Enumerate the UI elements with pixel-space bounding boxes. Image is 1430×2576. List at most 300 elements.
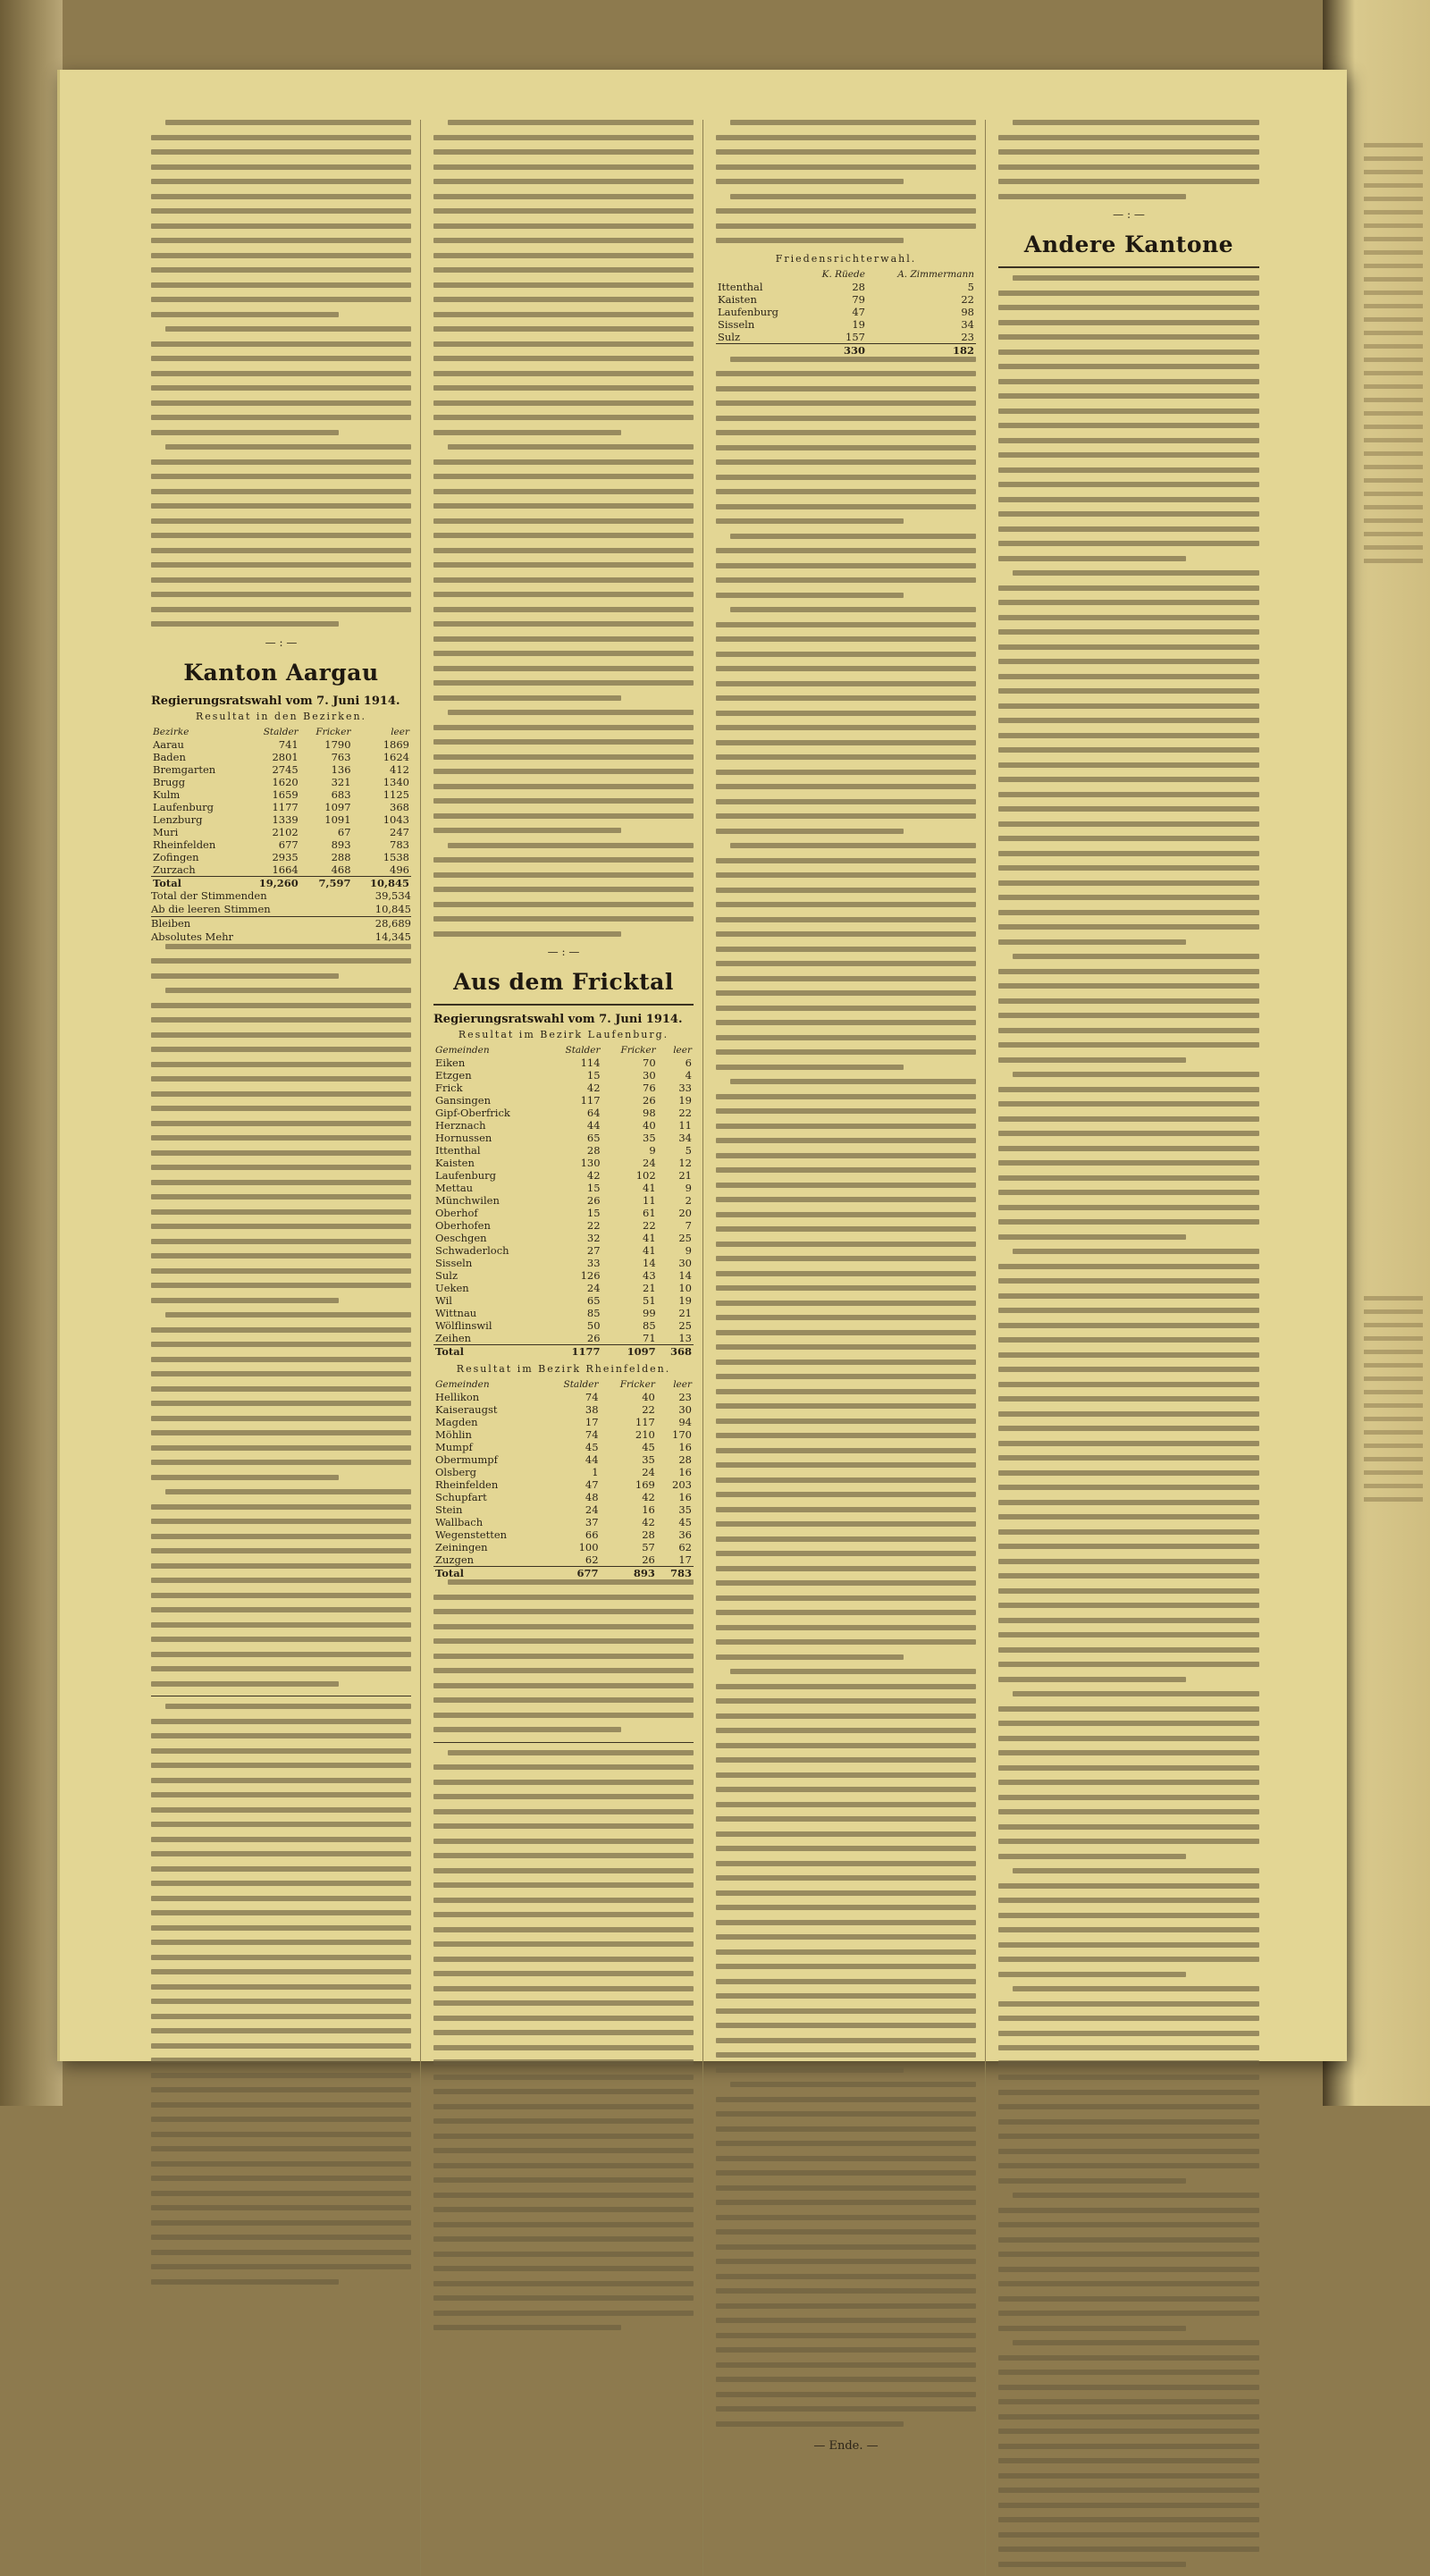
text-line bbox=[433, 754, 694, 760]
text-line bbox=[151, 1807, 411, 1813]
text-line bbox=[151, 2117, 411, 2122]
table-row bbox=[433, 1428, 694, 1441]
vote-count: 7 bbox=[685, 1219, 692, 1232]
summary-value: 28,689 bbox=[374, 916, 411, 930]
row-label: Mumpf bbox=[435, 1441, 473, 1453]
text-line bbox=[433, 1912, 694, 1917]
table-row bbox=[433, 1182, 694, 1194]
text-line bbox=[433, 1986, 694, 1991]
aargau-summary bbox=[151, 889, 411, 944]
vote-count: 9 bbox=[685, 1244, 692, 1257]
table-row bbox=[433, 1553, 694, 1567]
text-line bbox=[1013, 1868, 1259, 1873]
text-line bbox=[433, 267, 694, 273]
vote-count: 35 bbox=[643, 1132, 656, 1144]
text-line bbox=[998, 1337, 1259, 1343]
vote-count: 169 bbox=[635, 1478, 655, 1491]
text-block bbox=[151, 1312, 411, 1480]
row-label: Lenzburg bbox=[153, 812, 203, 826]
vote-count: 19 bbox=[678, 1094, 692, 1107]
total-row bbox=[433, 1345, 694, 1359]
text-line bbox=[165, 444, 411, 450]
text-line bbox=[151, 208, 411, 214]
text-line bbox=[151, 2102, 411, 2108]
text-line bbox=[433, 179, 694, 184]
text-line bbox=[1013, 1072, 1259, 1077]
vote-count: 2 bbox=[685, 1194, 692, 1207]
total-label: Total bbox=[433, 1345, 547, 1359]
text-line bbox=[998, 2517, 1259, 2522]
table-row bbox=[433, 1069, 694, 1082]
text-line bbox=[998, 1632, 1259, 1637]
table-row bbox=[716, 331, 976, 344]
text-line bbox=[730, 357, 976, 362]
text-line bbox=[998, 1278, 1259, 1284]
row-label: Wittnau bbox=[435, 1307, 477, 1319]
vote-count: 9 bbox=[649, 1144, 656, 1157]
vote-count: 19 bbox=[852, 317, 865, 331]
text-line bbox=[716, 504, 976, 509]
row-label: Sulz bbox=[718, 330, 741, 343]
text-line bbox=[998, 541, 1259, 546]
text-line bbox=[151, 1327, 411, 1333]
table-row bbox=[433, 1319, 694, 1332]
text-line bbox=[151, 1003, 411, 1008]
text-line bbox=[998, 2119, 1259, 2125]
summary-row bbox=[151, 889, 411, 903]
text-line bbox=[151, 1062, 411, 1067]
text-line bbox=[998, 2267, 1259, 2272]
text-line bbox=[998, 1500, 1259, 1505]
text-line bbox=[998, 467, 1259, 473]
text-line bbox=[998, 1234, 1186, 1240]
text-line bbox=[151, 2028, 411, 2033]
vote-count: 1339 bbox=[272, 812, 299, 826]
text-line bbox=[716, 149, 976, 155]
text-line bbox=[998, 1839, 1259, 1844]
text-line bbox=[998, 2237, 1259, 2243]
text-line bbox=[730, 843, 976, 848]
text-line bbox=[998, 688, 1259, 694]
column-header: Stalder bbox=[563, 1379, 599, 1390]
text-line bbox=[998, 2163, 1259, 2168]
table-row bbox=[716, 293, 976, 306]
text-line bbox=[151, 1984, 411, 1990]
vote-count: 42 bbox=[642, 1491, 655, 1503]
text-line bbox=[998, 1160, 1259, 1166]
column-3 bbox=[716, 120, 986, 2576]
text-line bbox=[151, 1593, 411, 1598]
total-count: 893 bbox=[601, 1567, 657, 1580]
text-line bbox=[151, 371, 411, 376]
summary-value: 39,534 bbox=[374, 888, 411, 902]
text-line bbox=[716, 1094, 976, 1099]
text-line bbox=[151, 1519, 411, 1524]
text-line bbox=[151, 1851, 411, 1856]
text-line bbox=[998, 1957, 1259, 1962]
text-line bbox=[433, 680, 694, 686]
text-line bbox=[998, 1441, 1259, 1446]
section-separator: — : — bbox=[547, 946, 580, 958]
vote-count: 21 bbox=[678, 1169, 692, 1182]
text-line bbox=[998, 2016, 1259, 2021]
text-line bbox=[433, 2148, 694, 2153]
text-line bbox=[998, 179, 1259, 184]
vote-count: 17 bbox=[678, 1553, 692, 1566]
text-line bbox=[433, 2089, 694, 2094]
text-line bbox=[998, 1795, 1259, 1800]
column-header: Bezirke bbox=[153, 726, 189, 737]
laufenburg-vote-subhead: Regierungsratswahl vom 7. Juni 1914. bbox=[433, 1013, 683, 1026]
text-line bbox=[716, 2126, 976, 2132]
vote-count: 22 bbox=[678, 1107, 692, 1119]
vote-count: 27 bbox=[586, 1244, 601, 1257]
text-line bbox=[151, 533, 411, 538]
table-row bbox=[433, 1082, 694, 1094]
text-line bbox=[151, 1881, 411, 1886]
vote-count: 22 bbox=[961, 292, 974, 306]
text-line bbox=[716, 1006, 976, 1011]
text-line bbox=[998, 865, 1259, 871]
vote-count: 42 bbox=[586, 1169, 601, 1182]
row-label: Sulz bbox=[435, 1269, 458, 1282]
text-line bbox=[151, 518, 411, 524]
text-line bbox=[151, 430, 339, 435]
text-line bbox=[998, 1396, 1259, 1402]
vote-count: 45 bbox=[678, 1516, 692, 1528]
text-line bbox=[151, 592, 411, 597]
vote-count: 32 bbox=[586, 1232, 601, 1244]
text-line bbox=[998, 1854, 1186, 1859]
row-label: Kaisten bbox=[718, 292, 757, 306]
text-line bbox=[716, 813, 976, 819]
total-count: 182 bbox=[867, 343, 976, 357]
total-row bbox=[151, 876, 411, 889]
text-line bbox=[716, 947, 976, 952]
vote-count: 34 bbox=[961, 317, 974, 331]
text-line bbox=[998, 2414, 1259, 2420]
text-line bbox=[433, 872, 694, 878]
vote-count: 1664 bbox=[272, 863, 299, 876]
text-line bbox=[716, 400, 976, 406]
table-row bbox=[151, 738, 411, 751]
vote-count: 117 bbox=[635, 1416, 655, 1428]
text-line bbox=[433, 2295, 694, 2301]
vote-count: 368 bbox=[390, 800, 409, 813]
text-line bbox=[151, 1445, 411, 1451]
table-row bbox=[151, 851, 411, 863]
table-header-row bbox=[433, 1378, 694, 1391]
row-label: Ittenthal bbox=[435, 1144, 481, 1157]
row-label: Eiken bbox=[435, 1056, 466, 1069]
text-line bbox=[998, 1573, 1259, 1578]
text-line bbox=[433, 282, 694, 288]
vote-count: 23 bbox=[961, 330, 974, 343]
text-line bbox=[433, 1638, 694, 1644]
column-1 bbox=[151, 120, 421, 2576]
vote-count: 44 bbox=[586, 1119, 601, 1132]
vote-count: 37 bbox=[585, 1516, 599, 1528]
row-label: Kaisten bbox=[435, 1157, 475, 1169]
text-line bbox=[998, 1750, 1259, 1755]
vote-count: 47 bbox=[585, 1478, 599, 1491]
text-line bbox=[998, 2503, 1259, 2508]
text-block bbox=[998, 1868, 1259, 1977]
total-count: 783 bbox=[657, 1567, 694, 1580]
text-line bbox=[998, 379, 1259, 384]
text-block bbox=[151, 444, 411, 627]
table-row bbox=[433, 1453, 694, 1466]
vote-count: 79 bbox=[852, 292, 865, 306]
text-line bbox=[998, 1942, 1259, 1948]
text-line bbox=[151, 1940, 411, 1945]
text-line bbox=[433, 415, 694, 420]
text-line bbox=[433, 2045, 694, 2050]
table-row bbox=[433, 1391, 694, 1403]
text-line bbox=[433, 2236, 694, 2242]
aargau-results-caption: Resultat in den Bezirken. bbox=[195, 710, 367, 722]
text-line bbox=[716, 754, 976, 760]
table-row bbox=[433, 1119, 694, 1132]
text-line bbox=[448, 1579, 694, 1585]
text-line bbox=[433, 2163, 694, 2168]
text-block bbox=[998, 275, 1259, 561]
table-row bbox=[433, 1332, 694, 1345]
table-row bbox=[433, 1132, 694, 1144]
vote-count: 33 bbox=[678, 1082, 692, 1094]
text-line bbox=[151, 2014, 411, 2019]
text-line bbox=[151, 1652, 411, 1657]
text-line bbox=[716, 1212, 976, 1217]
text-line bbox=[998, 1426, 1259, 1431]
row-label: Zeiningen bbox=[435, 1541, 488, 1553]
text-line bbox=[998, 497, 1259, 502]
text-line bbox=[716, 563, 976, 568]
text-line bbox=[998, 1972, 1186, 1977]
text-line bbox=[151, 400, 411, 406]
text-line bbox=[716, 2097, 976, 2102]
text-line bbox=[433, 194, 694, 199]
text-line bbox=[716, 1802, 976, 1807]
text-block bbox=[998, 570, 1259, 945]
text-line bbox=[998, 364, 1259, 369]
text-line bbox=[998, 1706, 1259, 1712]
table-row bbox=[433, 1294, 694, 1307]
text-line bbox=[1013, 1986, 1259, 1991]
vote-count: 36 bbox=[678, 1528, 692, 1541]
text-line bbox=[151, 1896, 411, 1901]
text-line bbox=[433, 2207, 694, 2212]
text-line bbox=[716, 1949, 976, 1955]
vote-count: 35 bbox=[642, 1453, 655, 1466]
text-line bbox=[433, 784, 694, 789]
table-row bbox=[433, 1516, 694, 1528]
text-line bbox=[433, 1727, 621, 1732]
text-block bbox=[998, 1986, 1259, 2184]
text-line bbox=[433, 149, 694, 155]
text-line bbox=[151, 253, 411, 258]
text-block bbox=[716, 120, 976, 184]
row-label: Gipf-Oberfrick bbox=[435, 1107, 510, 1119]
article-end-mark: — Ende. — bbox=[813, 2438, 879, 2453]
table-row bbox=[433, 1541, 694, 1553]
text-block bbox=[151, 988, 411, 1303]
text-line bbox=[998, 2060, 1259, 2066]
text-line bbox=[730, 2082, 976, 2087]
text-line bbox=[998, 2149, 1259, 2154]
total-label bbox=[716, 343, 803, 357]
text-line bbox=[151, 1239, 411, 1244]
text-line bbox=[1013, 2193, 1259, 2198]
vote-count: 1790 bbox=[324, 737, 351, 751]
text-line bbox=[716, 784, 976, 789]
vote-count: 17 bbox=[585, 1416, 599, 1428]
table-row bbox=[151, 751, 411, 763]
text-line bbox=[716, 1713, 976, 1719]
text-line bbox=[998, 1323, 1259, 1328]
text-line bbox=[433, 1794, 694, 1799]
text-line bbox=[998, 2370, 1259, 2375]
text-line bbox=[433, 916, 694, 922]
text-line bbox=[716, 1905, 976, 1910]
text-line bbox=[1013, 2340, 1259, 2345]
text-line bbox=[1013, 570, 1259, 576]
text-line bbox=[716, 2200, 976, 2205]
text-line bbox=[165, 1489, 411, 1494]
text-line bbox=[151, 2279, 339, 2285]
heading-fricktal: Aus dem Fricktal bbox=[453, 969, 674, 995]
text-line bbox=[433, 1764, 694, 1770]
text-line bbox=[716, 2333, 976, 2338]
text-block bbox=[716, 194, 976, 244]
text-line bbox=[998, 2075, 1259, 2080]
text-line bbox=[151, 2146, 411, 2151]
row-label: Wegenstetten bbox=[435, 1528, 508, 1541]
text-line bbox=[716, 2023, 976, 2028]
text-line bbox=[998, 2399, 1259, 2404]
text-block bbox=[433, 1750, 694, 2331]
summary-label: Total der Stimmenden bbox=[151, 888, 267, 902]
text-line bbox=[151, 548, 411, 553]
text-block bbox=[716, 2082, 976, 2427]
text-block bbox=[998, 1691, 1259, 1859]
text-line bbox=[998, 2296, 1259, 2302]
vote-count: 25 bbox=[678, 1319, 692, 1332]
text-line bbox=[433, 341, 694, 347]
text-line bbox=[433, 385, 694, 391]
text-line bbox=[998, 1028, 1259, 1033]
row-label: Zeihen bbox=[435, 1332, 472, 1344]
text-line bbox=[716, 2215, 976, 2220]
text-line bbox=[433, 651, 694, 656]
text-line bbox=[433, 2118, 694, 2124]
text-line bbox=[716, 1020, 976, 1025]
text-line bbox=[716, 1625, 976, 1630]
text-line bbox=[998, 939, 1186, 945]
text-line bbox=[716, 577, 976, 583]
text-line bbox=[433, 798, 694, 804]
text-line bbox=[151, 1135, 411, 1141]
text-line bbox=[151, 1194, 411, 1200]
text-line bbox=[716, 2406, 976, 2412]
section-divider bbox=[433, 1742, 694, 1743]
row-label: Wil bbox=[435, 1294, 452, 1307]
text-line bbox=[716, 695, 976, 701]
table-row bbox=[433, 1307, 694, 1319]
vote-count: 210 bbox=[635, 1428, 655, 1441]
text-line bbox=[998, 615, 1259, 620]
text-line bbox=[998, 2429, 1259, 2434]
text-line bbox=[448, 1750, 694, 1755]
table-row bbox=[151, 813, 411, 826]
text-line bbox=[433, 577, 694, 583]
vote-count: 24 bbox=[586, 1282, 601, 1294]
vote-count: 783 bbox=[390, 838, 409, 851]
heading-andere-kantone: Andere Kantone bbox=[1023, 232, 1234, 257]
text-line bbox=[151, 1837, 411, 1842]
text-line bbox=[716, 1153, 976, 1158]
table-row bbox=[433, 1244, 694, 1257]
text-line bbox=[998, 777, 1259, 782]
text-line bbox=[998, 747, 1259, 753]
text-line bbox=[716, 2141, 976, 2146]
text-line bbox=[716, 208, 976, 214]
text-line bbox=[998, 1013, 1259, 1018]
text-line bbox=[998, 733, 1259, 738]
text-line bbox=[716, 888, 976, 893]
text-line bbox=[151, 973, 339, 979]
row-label: Wölflinswil bbox=[435, 1319, 492, 1332]
vote-count: 99 bbox=[643, 1307, 656, 1319]
text-line bbox=[716, 2156, 976, 2161]
text-line bbox=[716, 770, 976, 775]
vote-count: 64 bbox=[586, 1107, 601, 1119]
text-line bbox=[433, 518, 694, 524]
text-line bbox=[716, 2067, 904, 2073]
text-line bbox=[998, 1131, 1259, 1136]
text-line bbox=[151, 2191, 411, 2196]
text-line bbox=[151, 223, 411, 229]
text-line bbox=[433, 430, 621, 435]
row-label: Wallbach bbox=[435, 1516, 484, 1528]
text-line bbox=[433, 621, 694, 627]
text-line bbox=[151, 1955, 411, 1960]
text-line bbox=[433, 135, 694, 140]
text-line bbox=[716, 1595, 976, 1601]
text-line bbox=[151, 164, 411, 170]
text-line bbox=[716, 1183, 976, 1188]
vote-count: 13 bbox=[678, 1332, 692, 1344]
vote-count: 24 bbox=[585, 1503, 599, 1516]
vote-count: 412 bbox=[390, 762, 409, 776]
text-block bbox=[716, 534, 976, 598]
text-line bbox=[433, 2252, 694, 2257]
column-header: Fricker bbox=[619, 1379, 655, 1390]
vote-count: 10 bbox=[678, 1282, 692, 1294]
text-line bbox=[716, 681, 976, 686]
table-row bbox=[433, 1169, 694, 1182]
text-line bbox=[998, 1352, 1259, 1358]
vote-count: 22 bbox=[643, 1219, 656, 1232]
newspaper-sheet bbox=[57, 70, 1347, 2453]
vote-count: 683 bbox=[331, 787, 351, 801]
text-line bbox=[998, 1485, 1259, 1490]
text-line bbox=[716, 1448, 976, 1453]
text-line bbox=[716, 976, 976, 981]
row-label: Sisseln bbox=[435, 1257, 473, 1269]
text-line bbox=[151, 1150, 411, 1156]
text-line bbox=[433, 1853, 694, 1858]
